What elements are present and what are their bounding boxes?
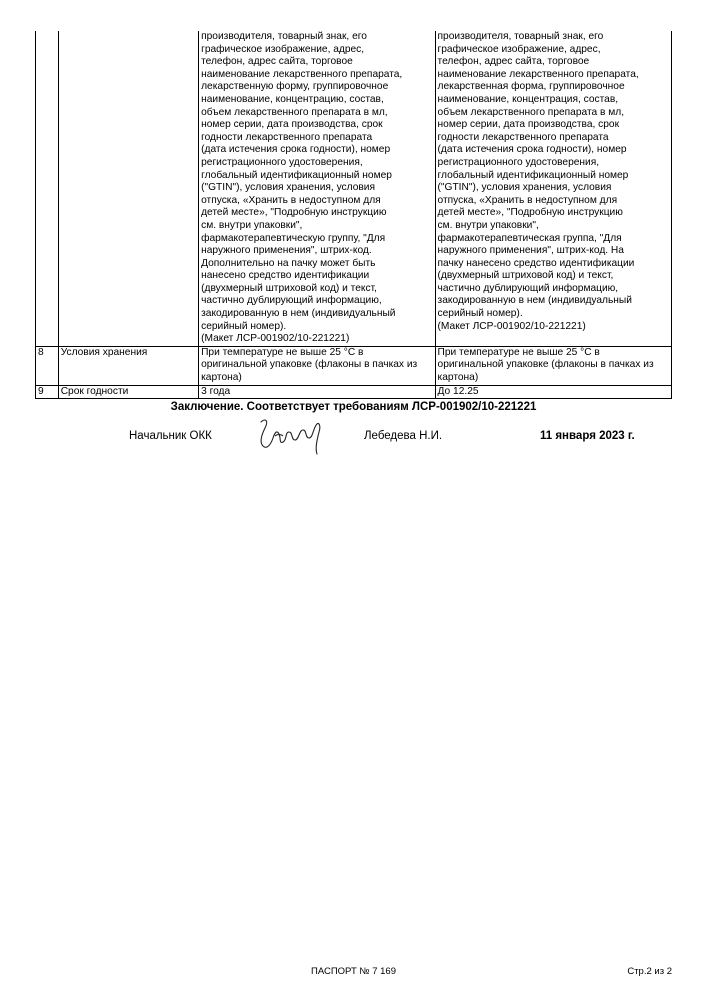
table-row <box>36 31 672 346</box>
row-actual: До 12.25 <box>435 385 671 399</box>
sign-date: 11 января 2023 г. <box>540 430 635 442</box>
passport-number: ПАСПОРТ № 7 169 <box>311 966 396 977</box>
row-actual: производителя, товарный знак, его графическое изображение, адрес, телефон, адрес сайта, торговое наименование лекарственного препарата, лекарственная форма, группировочное наименование, концентрация, состав, объем лекарственного препарата в мл, номер серии, дата производства, срок годности лекарственного препарата (дата истечения срока годности), номер регистрационного удостоверения, глобальный идентификационный номер ("GTIN"), условия хранения, условия отпуска, «Хранить в недоступном для детей месте», "Подробную инструкцию см. внутри упаковки", фармакотерапевтическая группа, "Для наружного применения", штрих-код. На пачку нанесено средство идентификации (двухмерный штриховой код) и текст, частично дублирующий информацию, закодированную в нем (индивидуальный серийный номер). (Макет ЛСР-001902/10-221221) <box>435 31 671 346</box>
row-requirement: производителя, товарный знак, его графическое изображение, адрес, телефон, адрес сайта, торговое наименование лекарственного препарата, лекарственную форму, группировочное наименование, концентрацию, состав, объем лекарственного препарата в мл, номер серии, дата производства, срок годности лекарственного препарата (дата истечения срока годности), номер регистрационного удостоверения, глобальный идентификационный номер ("GTIN"), условия хранения, условия отпуска, «Хранить в недоступном для детей месте», "Подробную инструкцию см. внутри упаковки", фармакотерапевтическую группу, "Для наружного применения", штрих-код. Дополнительно на пачку может быть нанесено средство идентификации (двухмерный штриховой код) и текст, частично дублирующий информацию, закодированную в нем (индивидуальный серийный номер). (Макет ЛСР-001902/10-221221) <box>199 31 435 346</box>
row-actual: При температуре не выше 25 °С в оригинальной упаковке (флаконы в пачках из картона) <box>435 346 671 385</box>
row-requirement: При температуре не выше 25 °С в оригинальной упаковке (флаконы в пачках из картона) <box>199 346 435 385</box>
page-number: Стр.2 из 2 <box>627 966 672 977</box>
signer-role: Начальник ОКК <box>129 430 212 442</box>
row-parameter <box>58 31 198 346</box>
row-number: 8 <box>36 346 59 385</box>
signer-name: Лебедева Н.И. <box>364 430 443 442</box>
table-row <box>36 346 672 385</box>
row-requirement: 3 года <box>199 385 435 399</box>
row-parameter: Срок годности <box>58 385 198 399</box>
specification-table <box>35 31 672 399</box>
row-parameter: Условия хранения <box>58 346 198 385</box>
row-number: 9 <box>36 385 59 399</box>
table-row <box>36 385 672 399</box>
signature-image <box>255 414 327 458</box>
conclusion: Заключение. Соответствует требованиям ЛСР-001902/10-221221 <box>170 401 537 413</box>
row-number <box>36 31 59 346</box>
